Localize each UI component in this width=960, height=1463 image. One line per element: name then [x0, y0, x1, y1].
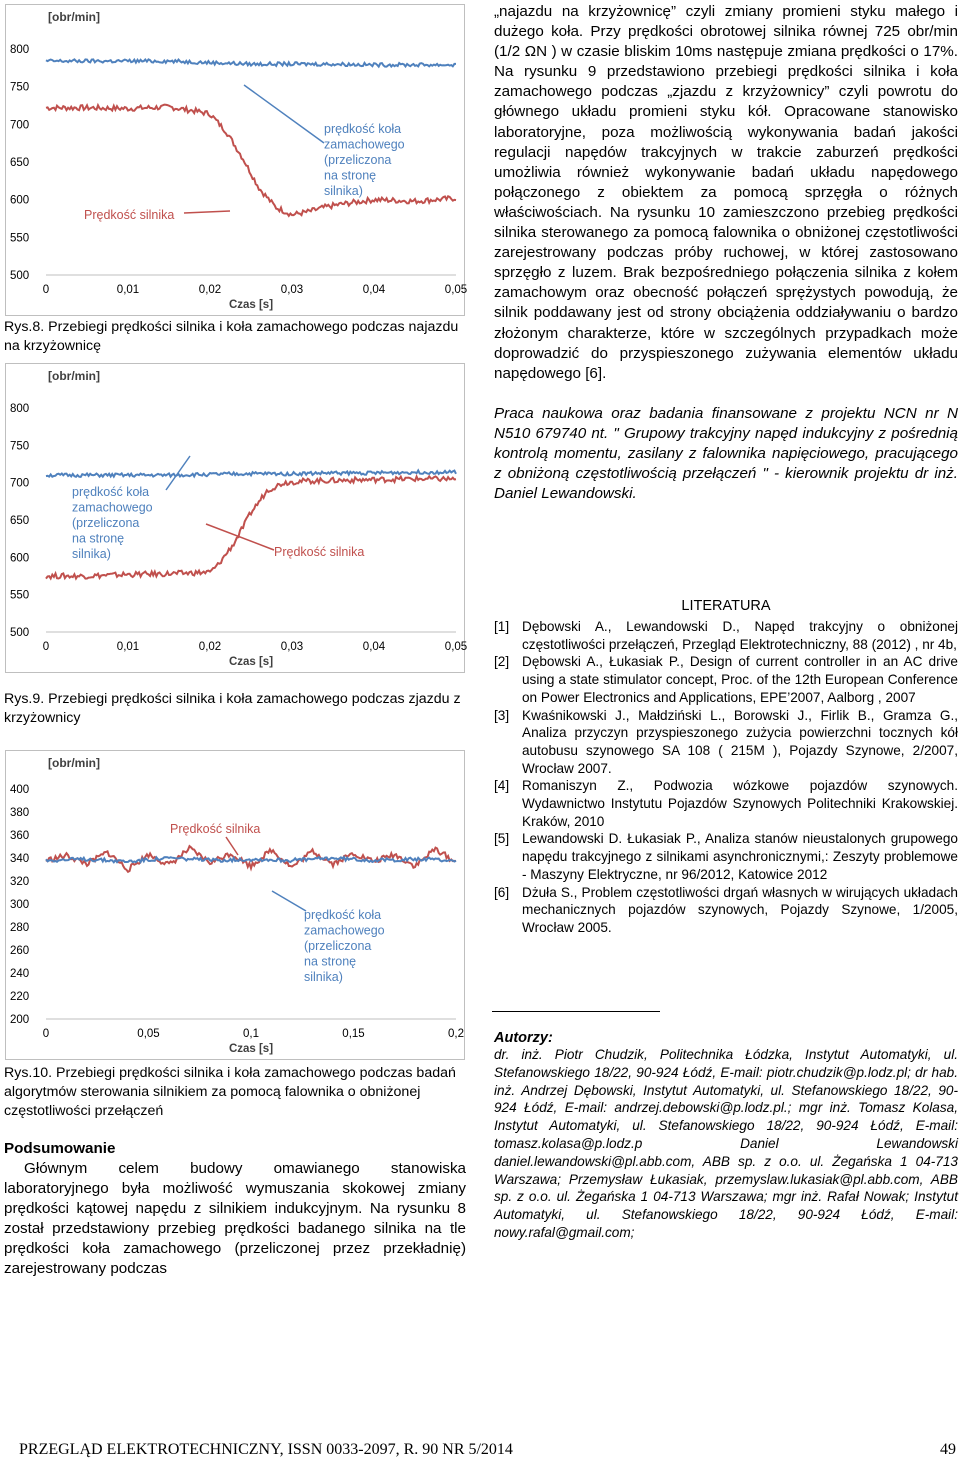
x-tick-label: 0	[42, 641, 50, 653]
reference-list	[494, 618, 958, 937]
caption-fig8: Rys.8. Przebiegi prędkości silnika i koła zamachowego podczas najazdu na krzyżownicę	[4, 319, 459, 354]
flywheel-speed-label-line: silnika)	[324, 184, 363, 198]
x-tick-label: 0,03	[280, 641, 304, 653]
reference-text: Dębowski A., Łukasiak P., Design of current controller in an AC drive using a state stimulator concept, Proc. of the 12th European Conference on Power Electronics and Applications, EPE’2007, Aalborg , 2007	[522, 654, 958, 705]
x-tick-label: 0,04	[362, 641, 386, 653]
summary-section	[4, 1140, 466, 1280]
journal-info: PRZEGLĄD ELEKTROTECHNICZNY, ISSN 0033-2097, R. 90 NR 5/2014	[19, 1441, 513, 1458]
reference-item	[494, 777, 958, 830]
flywheel-label-pointer	[244, 85, 324, 143]
funding-note: Praca naukowa oraz badania finansowane z projektu NCN nr N N510 679740 nt. " Grupowy trakcyjny napęd indukcyjny z pośrednią kontrolą momentu, zasilany z falownika napięciowego, pracującego z obniżoną częstotliwością przełączeń " - kierownik projektu dr inż. Daniel Lewandowski.	[494, 404, 958, 503]
y-tick-label: 200	[10, 1014, 30, 1026]
reference-text: Dębowski A., Lewandowski D., Napęd trakcyjny o obniżonej częstotliwości przełączeń, Przegląd Elektrotechniczny, 88 (2012) , nr 4b,	[522, 619, 958, 652]
x-tick-label: 0,03	[280, 284, 304, 296]
flywheel-speed-label-line: na stronę	[324, 168, 377, 183]
flywheel-speed-line	[46, 857, 456, 862]
separator	[492, 1011, 660, 1012]
y-tick-label: 300	[10, 899, 30, 911]
flywheel-speed-label-line: prędkość koła	[304, 908, 382, 922]
y-unit-label: [obr/min]	[48, 369, 100, 383]
reference-number: [5]	[494, 831, 510, 847]
reference-number: [3]	[494, 707, 510, 723]
x-tick-label: 0,01	[116, 284, 140, 296]
y-tick-label: 220	[10, 991, 30, 1003]
flywheel-speed-label-line: prędkość koła	[72, 485, 150, 499]
x-tick-label: 0,01	[116, 641, 140, 653]
reference-item	[494, 618, 958, 653]
right-column	[494, 2, 958, 504]
flywheel-speed-line	[46, 59, 456, 66]
x-tick-label: 0	[42, 1028, 50, 1040]
literature-section	[494, 598, 958, 937]
y-tick-label: 260	[10, 945, 30, 957]
reference-number: [2]	[494, 654, 510, 670]
flywheel-speed-label-line: na stronę	[72, 531, 125, 546]
reference-number: [6]	[494, 884, 510, 900]
caption-fig9: Rys.9. Przebiegi prędkości silnika i koła zamachowego podczas zjazdu z krzyżownicy	[4, 691, 461, 726]
flywheel-speed-label-line: prędkość koła	[324, 122, 402, 136]
x-axis-label: Czas [s]	[228, 1043, 274, 1055]
authors-title: Autorzy:	[494, 1030, 553, 1046]
y-tick-label: 550	[10, 589, 30, 602]
engine-label-pointer	[206, 524, 274, 550]
reference-number: [1]	[494, 619, 510, 634]
x-tick-label: 0,02	[198, 284, 222, 296]
x-tick-label: 0,05	[444, 284, 468, 296]
page-number: 49	[940, 1441, 956, 1458]
reference-item	[494, 707, 958, 778]
y-tick-label: 500	[10, 270, 30, 282]
reference-text: Romaniszyn Z., Podwozia wózkowe pojazdów szynowych. Wydawnictwo Instytutu Pojazdów Szynowych Politechniki Krakowskiej. Kraków, 2010	[522, 778, 958, 829]
flywheel-speed-label-line: silnika)	[304, 970, 343, 984]
x-tick-label: 0,05	[444, 641, 468, 653]
y-tick-label: 800	[10, 44, 30, 56]
chart-fig10	[5, 750, 465, 1060]
reference-text: Lewandowski D. Łukasiak P., Analiza stanów nieustalonych grupowego napędu trakcyjnego z silnikami asynchronicznymi,: Zeszyty problemowe - Maszyny Elektryczne, nr 96/2012, Katowice 2012	[522, 831, 958, 882]
authors-section	[494, 1030, 958, 1242]
body-paragraph: „najazdu na krzyżownicę” czyli zmiany promieni styku małego i dużego koła. Przy prędkości obrotowej silnika równej 725 obr/min (1/2 ΩN ) w czasie bliskim 10ms następuje zmiana prędkości o 17%. Na rysunku 9 przedstawiono przebiegi prędkości silnika i koła zamachowego podczas „zjazdu z krzyżownicy” czyli powrotu do głównego układu promieni styku kół. Opracowane stanowisko laboratoryjne, poza możliwością wykonywania badań jakości regulacji napędów trakcyjnych w trakcie zaburzeń prędkości umożliwia również wykonywanie badań układu napędowego połączonego z obiektem za pomocą sprzęgła o różnych właściwościach. Na rysunku 10 zamieszczono przebieg prędkości silnika sterowanego za pomocą falownika o obniżonej częstotliwości zarejestrowany podczas próby ruchowej, w której zastosowano sprzęgło z luzem. Brak bezpośredniego połączenia silnika z kołem zamachowym oraz obecność połączeń sprężystych powodują, że silnik poddawany jest od strony obciążenia oddziaływaniu o bardzo złożonym charakterze, które w szczególnych przypadkach może doprowadzić do przyspieszonego zużywania elementów układu napędowego [6].	[494, 3, 958, 382]
reference-item	[494, 830, 958, 883]
flywheel-speed-label-line: (przeliczona	[324, 153, 392, 167]
flywheel-speed-label-line: (przeliczona	[72, 516, 140, 530]
x-axis-label: Czas [s]	[228, 656, 274, 668]
y-tick-label: 240	[10, 968, 30, 980]
chart-fig8	[5, 4, 468, 316]
chart-fig9-svg	[6, 364, 468, 672]
chart-fig8-svg	[6, 5, 468, 315]
reference-number: [4]	[494, 778, 510, 794]
reference-item	[494, 884, 958, 937]
y-tick-label: 750	[10, 440, 30, 453]
x-tick-label: 0,15	[342, 1028, 365, 1040]
y-tick-label: 360	[10, 830, 30, 842]
y-tick-label: 700	[10, 477, 30, 490]
summary-text: Głównym celem budowy omawianego stanowiska laboratoryjnego była możliwość wymuszania skokowej zmiany prędkości kątowej napędu z silnikiem indukcyjnym. Na rysunku 8 został przedstawiony przebieg prędkości badanego silnika na tle prędkości koła zamachowego (przeliczonej przez przekładnię) zarejestrowany podczas	[4, 1160, 466, 1278]
y-tick-label: 700	[10, 119, 30, 132]
separator-line	[492, 1011, 660, 1012]
x-tick-label: 0,2	[448, 1028, 464, 1040]
y-unit-label: [obr/min]	[48, 756, 100, 770]
literature-title: LITERATURA	[681, 598, 771, 614]
flywheel-speed-label-line: silnika)	[72, 547, 111, 561]
y-tick-label: 600	[10, 552, 30, 565]
y-tick-label: 340	[10, 853, 30, 865]
reference-item	[494, 653, 958, 706]
y-tick-label: 380	[10, 807, 30, 819]
y-tick-label: 500	[10, 627, 30, 639]
authors-text: dr. inż. Piotr Chudzik, Politechnika Łódzka, Instytut Automatyki, ul. Stefanowskiego 18/22, 90-924 Łódź, E-mail: piotr.chudzik@p.lodz.pl; dr hab. inż. Andrzej Dębowski, Instytut Automatyki, ul. Stefanowskiego 18/22, 90-924 Łódź, E-mail: andrzej.debowski@p.lodz.pl.; mgr inż. Tomasz Kolasa, Instytut Automatyki, ul. Stefanowskiego 18/22, 90-924 Łódź, E-mail: tomasz.kolasa@p.lodz.p Daniel Lewandowski daniel.lewandowski@pl.abb.com, ABB sp. z o.o. ul. Żegańska 1 04-713 Warszawa; Przemysław Łukasiak, przemyslaw.lukasiak@pl.abb.com, ABB sp. z o.o. ul. Żegańska 1 04-713 Warszawa; mgr inż. Rafał Nowak; Instytut Automatyki, ul. Stefanowskiego 18/22, 90-924 Łódź, E-mail: nowy.rafal@gmail.com;	[494, 1047, 958, 1240]
summary-title: Podsumowanie	[4, 1140, 116, 1157]
chart-fig9	[5, 363, 468, 673]
y-tick-label: 550	[10, 232, 30, 245]
engine-label-pointer	[184, 211, 230, 213]
flywheel-speed-label-line: zamachowego	[324, 137, 405, 152]
y-tick-label: 650	[10, 515, 30, 527]
y-tick-label: 400	[10, 784, 30, 796]
reference-text: Dżuła S., Problem częstotliwości drgań własnych w wirujących układach mechanicznych pojazdów szynowych, Pojazdy Szynowe, 1/2005, Wrocław 2005.	[522, 884, 958, 935]
engine-label-pointer	[226, 837, 238, 855]
y-tick-label: 650	[10, 157, 30, 169]
y-unit-label: [obr/min]	[48, 10, 100, 24]
y-tick-label: 280	[10, 922, 30, 934]
x-tick-label: 0,04	[362, 284, 386, 296]
engine-speed-line	[46, 846, 456, 872]
engine-speed-label: Prędkość silnika	[84, 208, 175, 222]
engine-speed-label: Prędkość silnika	[274, 545, 365, 559]
engine-speed-label: Prędkość silnika	[170, 822, 261, 836]
flywheel-speed-label-line: zamachowego	[304, 923, 385, 938]
x-tick-label: 0,02	[198, 641, 222, 653]
reference-text: Kwaśnikowski J., Małdziński L., Borowski J., Firlik B., Gramza G., Analiza przyczyn przyspieszonego zużycia powierzchni tocznych kół autobusu szynowego SA 108 ( 215M ), Pojazdy Szynowe, 2/2007, Wrocław 2007.	[522, 707, 958, 776]
flywheel-speed-line	[46, 471, 456, 477]
x-tick-label: 0,1	[243, 1028, 259, 1040]
flywheel-speed-label-line: na stronę	[304, 954, 357, 969]
chart-fig10-svg	[6, 751, 464, 1059]
y-tick-label: 800	[10, 403, 30, 415]
flywheel-speed-label-line: zamachowego	[72, 500, 153, 515]
x-axis-label: Czas [s]	[228, 299, 274, 311]
y-tick-label: 600	[10, 194, 30, 207]
x-tick-label: 0,05	[137, 1028, 160, 1040]
page-footer	[3, 1441, 958, 1463]
y-tick-label: 750	[10, 81, 30, 94]
y-tick-label: 320	[10, 876, 30, 888]
flywheel-speed-label-line: (przeliczona	[304, 939, 372, 953]
caption-fig10: Rys.10. Przebiegi prędkości silnika i koła zamachowego podczas badań algorytmów sterowania silnikiem za pomocą falownika o obniżonej częstotliwości przełączeń	[4, 1065, 456, 1119]
x-tick-label: 0	[42, 284, 50, 296]
flywheel-label-pointer	[272, 891, 306, 911]
